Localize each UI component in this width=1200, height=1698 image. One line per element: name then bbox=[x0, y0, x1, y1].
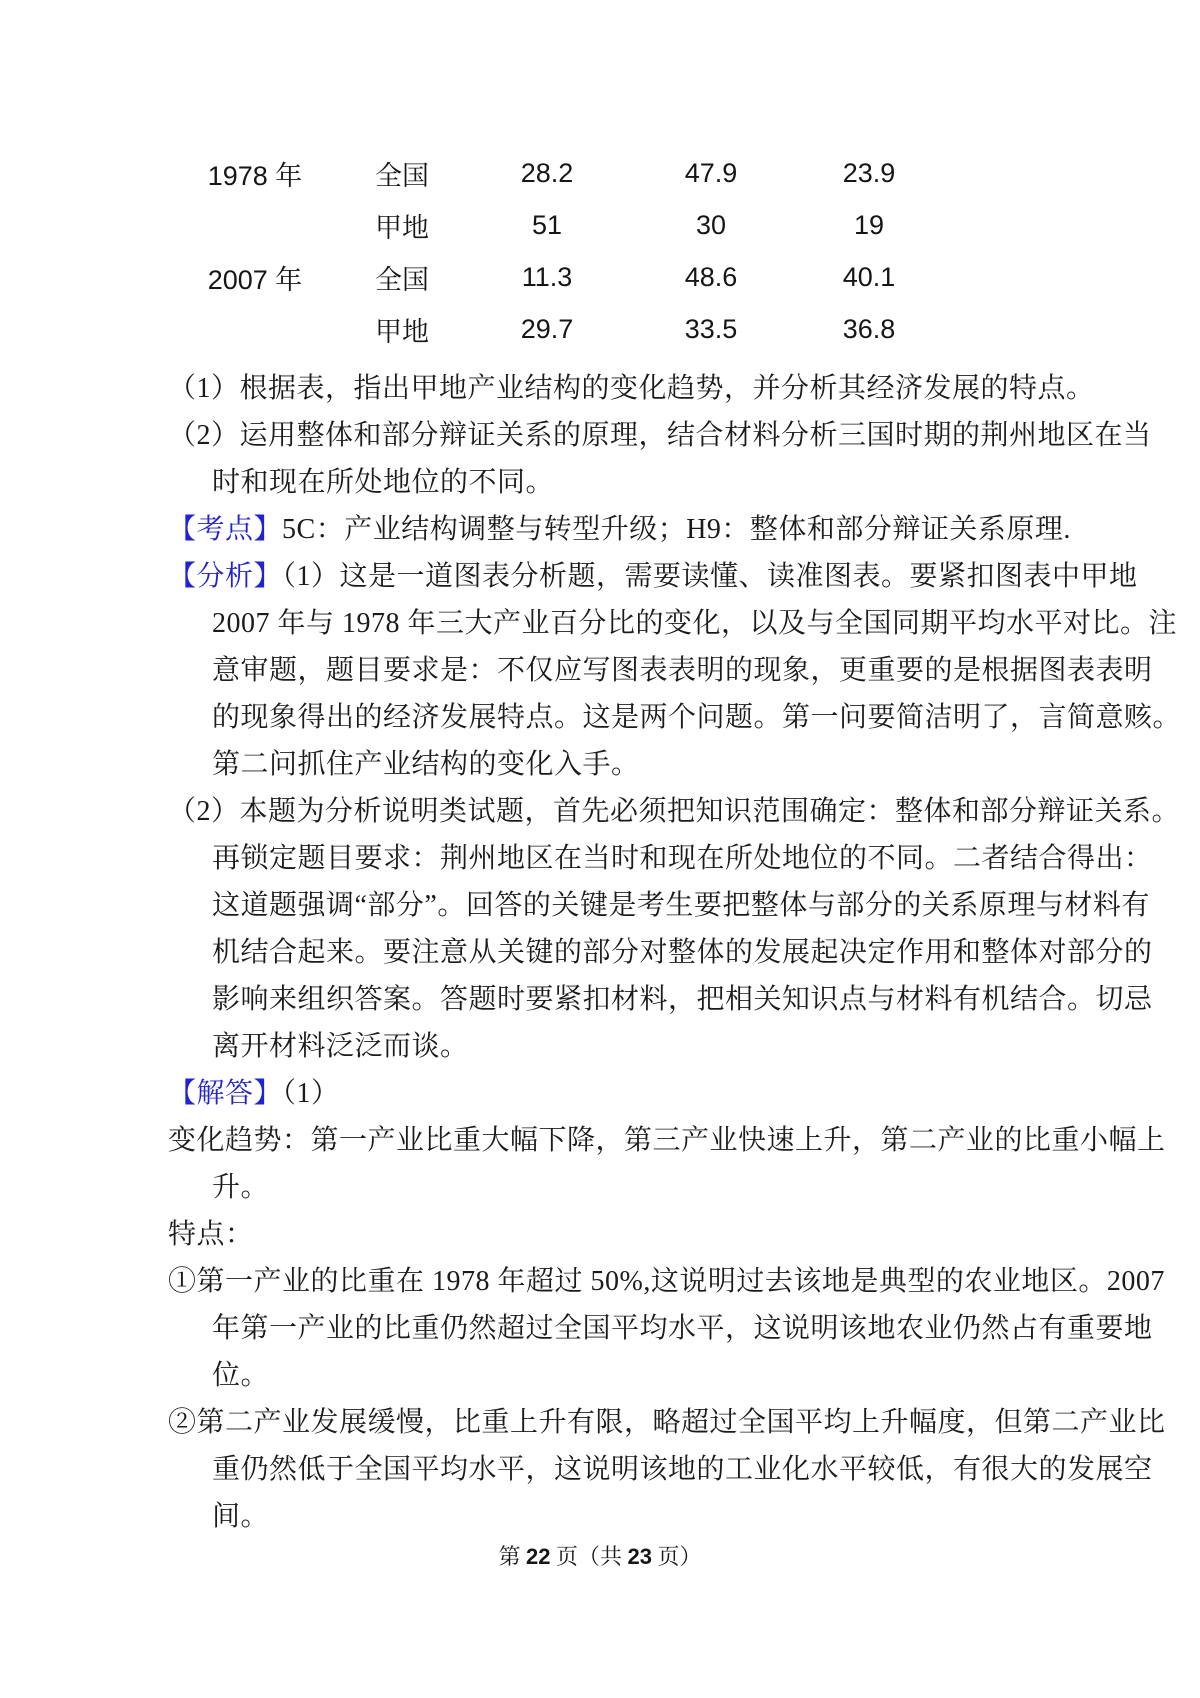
body-line bbox=[168, 1164, 1200, 1211]
body-line bbox=[168, 647, 1200, 694]
body-line bbox=[168, 412, 1200, 459]
industry-structure-table bbox=[168, 147, 1200, 355]
body-line-text: （1） bbox=[282, 1078, 340, 1109]
body-line-text: ②第二产业发展缓慢，比重上升有限，略超过全国平均上升幅度，但第二产业比 bbox=[168, 1407, 1166, 1438]
body-line bbox=[168, 600, 1200, 647]
table-cell-value: 23.9 bbox=[842, 157, 896, 188]
body-line-text: （1）根据表，指出甲地产业结构的变化趋势，并分析其经济发展的特点。 bbox=[168, 373, 1095, 404]
body-line-text: 时和现在所处地位的不同。 bbox=[212, 467, 555, 498]
body-line-text: 这道题强调“部分”。回答的关键是考生要把整体与部分的关系原理与材料有 bbox=[212, 890, 1150, 921]
body-line-text: 影响来组织答案。答题时要紧扣材料，把相关知识点与材料有机结合。切忌 bbox=[212, 984, 1153, 1015]
table-row bbox=[168, 303, 1200, 355]
body-line bbox=[168, 929, 1200, 976]
body-line-text: 特点： bbox=[168, 1219, 254, 1250]
body-line bbox=[168, 553, 1200, 600]
body-line-text: 间。 bbox=[212, 1501, 270, 1532]
body-line bbox=[168, 882, 1200, 929]
page-footer bbox=[0, 1540, 1200, 1571]
body-line bbox=[168, 365, 1200, 412]
footer-prefix: 第 bbox=[498, 1544, 526, 1569]
table-cell-year: 2007 年 bbox=[207, 264, 303, 295]
body-line-text: 机结合起来。要注意从关键的部分对整体的发展起决定作用和整体对部分的 bbox=[212, 937, 1153, 968]
footer-suffix: 页） bbox=[651, 1544, 702, 1569]
body-line bbox=[168, 1493, 1200, 1540]
table-cell-region: 全国 bbox=[375, 264, 429, 295]
table-cell-value: 47.9 bbox=[684, 157, 738, 188]
table-cell-value: 19 bbox=[853, 209, 885, 240]
body-line-text: （2）本题为分析说明类试题，首先必须把知识范围确定：整体和部分辩证关系。 bbox=[168, 796, 1181, 827]
table-cell-value: 51 bbox=[531, 209, 563, 240]
body-line-text: 升。 bbox=[212, 1172, 270, 1203]
section-label: 【分析】 bbox=[168, 561, 283, 592]
body-line-text: 2007 年与 1978 年三大产业百分比的变化，以及与全国同期平均水平对比。注 bbox=[212, 608, 1178, 639]
table-row bbox=[168, 251, 1200, 303]
footer-total-pages: 23 bbox=[627, 1544, 652, 1569]
footer-mid: 页（共 bbox=[550, 1544, 628, 1569]
body-line bbox=[168, 506, 1200, 553]
body-line bbox=[168, 741, 1200, 788]
body-line-text: 再锁定题目要求：荆州地区在当时和现在所处地位的不同。二者结合得出： bbox=[212, 843, 1153, 874]
body-line-text: 的现象得出的经济发展特点。这是两个问题。第一问要简洁明了，言简意赅。 bbox=[212, 702, 1182, 733]
body-line-text: （1）这是一道图表分析题，需要读懂、读准图表。要紧扣图表中甲地 bbox=[282, 561, 1138, 592]
body-line-text: 变化趋势：第一产业比重大幅下降，第三产业快速上升，第二产业的比重小幅上 bbox=[168, 1125, 1166, 1156]
body-line-text: 意审题，题目要求是：不仅应写图表表明的现象，更重要的是根据图表表明 bbox=[212, 655, 1153, 686]
table-cell-value: 36.8 bbox=[842, 313, 896, 344]
body-line-text: 重仍然低于全国平均水平，这说明该地的工业化水平较低，有很大的发展空 bbox=[212, 1454, 1153, 1485]
document-body bbox=[168, 365, 1200, 1540]
body-line bbox=[168, 1211, 1200, 1258]
table-row bbox=[168, 199, 1200, 251]
body-line bbox=[168, 694, 1200, 741]
table-cell-value: 29.7 bbox=[520, 313, 574, 344]
table-cell-value: 28.2 bbox=[520, 157, 574, 188]
section-label: 【考点】 bbox=[168, 514, 283, 545]
section-label: 【解答】 bbox=[168, 1078, 283, 1109]
table-cell-value: 11.3 bbox=[521, 261, 573, 292]
body-line-text: 位。 bbox=[212, 1360, 270, 1391]
table-cell-value: 33.5 bbox=[684, 313, 738, 344]
body-line bbox=[168, 976, 1200, 1023]
table-cell-value: 40.1 bbox=[842, 261, 896, 292]
table-cell-region: 甲地 bbox=[375, 316, 429, 347]
body-line-text: 年第一产业的比重仍然超过全国平均水平，这说明该地农业仍然占有重要地 bbox=[212, 1313, 1153, 1344]
body-line bbox=[168, 1305, 1200, 1352]
body-line-text: ①第一产业的比重在 1978 年超过 50%,这说明过去该地是典型的农业地区。2007 bbox=[168, 1266, 1165, 1297]
body-line-text: （2）运用整体和部分辩证关系的原理，结合材料分析三国时期的荆州地区在当 bbox=[168, 420, 1152, 451]
body-line bbox=[168, 1446, 1200, 1493]
table-cell-value: 30 bbox=[695, 209, 727, 240]
table-cell-region: 全国 bbox=[375, 160, 429, 191]
body-line bbox=[168, 1070, 1200, 1117]
body-line bbox=[168, 1352, 1200, 1399]
table-row bbox=[168, 147, 1200, 199]
body-line bbox=[168, 1023, 1200, 1070]
body-line bbox=[168, 1117, 1200, 1164]
body-line-text: 离开材料泛泛而谈。 bbox=[212, 1031, 469, 1062]
table-cell-year: 1978 年 bbox=[207, 160, 303, 191]
body-line-text: 第二问抓住产业结构的变化入手。 bbox=[212, 749, 640, 780]
table-cell-region: 甲地 bbox=[375, 212, 429, 243]
footer-page-number: 22 bbox=[526, 1544, 551, 1569]
body-line bbox=[168, 835, 1200, 882]
body-line bbox=[168, 459, 1200, 506]
body-line bbox=[168, 1258, 1200, 1305]
body-line-text: 5C：产业结构调整与转型升级；H9：整体和部分辩证关系原理. bbox=[282, 514, 1071, 545]
body-line bbox=[168, 788, 1200, 835]
table-cell-value: 48.6 bbox=[684, 261, 738, 292]
body-line bbox=[168, 1399, 1200, 1446]
